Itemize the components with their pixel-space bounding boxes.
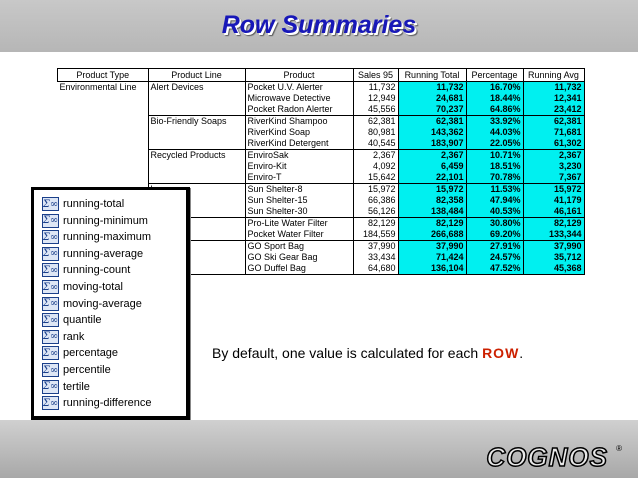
summary-function-icon: Σ∞: [42, 331, 59, 343]
cell-running-avg: 41,179: [523, 195, 584, 206]
cell-product-line: [148, 127, 245, 138]
cell-running-total: 82,358: [398, 195, 466, 206]
summary-function-label: moving-total: [63, 281, 123, 293]
cell-product-line: [148, 161, 245, 172]
title-band: [0, 0, 638, 52]
summary-function-label: running-total: [63, 198, 125, 210]
cell-product: GO Duffel Bag: [245, 263, 353, 275]
summary-functions-popup: [31, 187, 190, 420]
cell-running-avg: 3,230: [523, 161, 584, 172]
summary-function-label: percentile: [63, 364, 111, 376]
cell-percentage: 10.71%: [466, 150, 523, 162]
cell-running-avg: 133,344: [523, 229, 584, 241]
cell-product: Enviro-T: [245, 172, 353, 184]
summary-function-item[interactable]: [42, 229, 151, 245]
cell-product: Sun Shelter-15: [245, 195, 353, 206]
summary-function-icon: Σ∞: [42, 231, 59, 243]
summary-function-label: running-difference: [63, 397, 152, 410]
cell-product: RiverKind Soap: [245, 127, 353, 138]
header-running-avg[interactable]: Running Avg: [523, 69, 584, 82]
cell-percentage: 16.70%: [466, 82, 523, 94]
cell-running-avg: 23,412: [523, 104, 584, 116]
cell-running-total: 143,362: [398, 127, 466, 138]
cell-running-avg: 37,990: [523, 241, 584, 253]
summary-function-item[interactable]: [42, 262, 130, 278]
cell-percentage: 40.53%: [466, 206, 523, 218]
cell-product-line: Recycled Products: [148, 150, 245, 162]
summary-function-icon: Σ∞: [42, 281, 59, 293]
cell-sales-95: 33,434: [353, 252, 398, 263]
cell-product: GO Sport Bag: [245, 241, 353, 253]
header-running-total[interactable]: Running Total: [398, 69, 466, 82]
summary-function-icon: Σ∞: [42, 215, 59, 227]
table-row: [58, 150, 585, 162]
cell-sales-95: 40,545: [353, 138, 398, 150]
cell-running-avg: 46,161: [523, 206, 584, 218]
cell-running-avg: 62,381: [523, 116, 584, 128]
summary-function-item[interactable]: [42, 196, 124, 212]
cell-percentage: 33.92%: [466, 116, 523, 128]
table-row: [58, 138, 585, 150]
summary-function-item[interactable]: [42, 329, 84, 345]
cell-product: RiverKind Detergent: [245, 138, 353, 150]
summary-function-item[interactable]: [42, 345, 118, 361]
cell-product-line: [148, 93, 245, 104]
cell-running-avg: 35,712: [523, 252, 584, 263]
cell-percentage: 22.05%: [466, 138, 523, 150]
cell-sales-95: 66,386: [353, 195, 398, 206]
cell-product-line: [148, 104, 245, 116]
summary-function-item[interactable]: [42, 379, 90, 395]
cell-sales-95: 64,680: [353, 263, 398, 275]
cell-percentage: 18.51%: [466, 161, 523, 172]
summary-function-label: running-minimum: [63, 214, 148, 227]
footer-band: [0, 420, 638, 478]
summary-function-label: tertile: [63, 380, 90, 393]
summary-function-item[interactable]: [42, 362, 111, 378]
cell-percentage: 70.78%: [466, 172, 523, 184]
caption-highlight: ROW: [482, 345, 520, 361]
table-row: [58, 127, 585, 138]
cell-product-type: [58, 161, 149, 172]
cell-running-total: 138,484: [398, 206, 466, 218]
table-header-row: [58, 69, 585, 82]
cell-sales-95: 11,732: [353, 82, 398, 94]
cell-product-line: [148, 172, 245, 184]
cell-product: Microwave Detective: [245, 93, 353, 104]
summary-function-icon: Σ∞: [42, 314, 59, 326]
summary-function-icon: Σ∞: [42, 248, 59, 260]
summary-function-icon: Σ∞: [42, 397, 59, 409]
header-sales-95[interactable]: Sales 95: [353, 69, 398, 82]
cell-product-type: [58, 116, 149, 128]
summary-function-label: running-count: [63, 264, 131, 277]
cell-running-total: 2,367: [398, 150, 466, 162]
summary-function-item[interactable]: [42, 395, 151, 411]
summary-function-icon: Σ∞: [42, 264, 59, 276]
cell-product-type: Environmental Line: [59, 82, 137, 92]
summary-function-label: rank: [63, 330, 85, 343]
summary-function-icon: Σ∞: [42, 198, 59, 210]
cell-running-avg: 2,367: [523, 150, 584, 162]
cell-sales-95: 184,559: [353, 229, 398, 241]
cell-product-type: [58, 150, 149, 162]
cell-percentage: 44.03%: [466, 127, 523, 138]
summary-function-item[interactable]: [42, 296, 142, 312]
cell-running-total: 82,129: [398, 218, 466, 230]
cell-sales-95: 56,126: [353, 206, 398, 218]
summary-function-item[interactable]: [42, 246, 143, 262]
header-product-type[interactable]: Product Type: [58, 69, 149, 82]
summary-function-icon: Σ∞: [42, 298, 59, 310]
cell-product-type: [58, 172, 149, 184]
caption-suffix: .: [519, 345, 524, 361]
cell-percentage: 47.94%: [466, 195, 523, 206]
registered-mark: ®: [616, 444, 622, 453]
cell-product: Pocket Water Filter: [245, 229, 353, 241]
cognos-logo: COGNOS: [486, 442, 608, 472]
cell-product: Sun Shelter-8: [245, 184, 353, 196]
cell-product: Pocket Radon Alerter: [245, 104, 353, 116]
summary-function-icon: Σ∞: [42, 347, 59, 359]
cell-running-total: 37,990: [398, 241, 466, 253]
cell-product-type: [58, 138, 149, 150]
summary-function-label: moving-average: [63, 297, 142, 310]
cell-percentage: 24.57%: [466, 252, 523, 263]
table-row: [58, 82, 585, 94]
table-row: [58, 116, 585, 128]
slide-title: Row Summaries: [221, 11, 417, 39]
cell-running-avg: 12,341: [523, 93, 584, 104]
cell-product: Pocket U.V. Alerter: [245, 82, 353, 94]
cell-running-total: 62,381: [398, 116, 466, 128]
cell-running-avg: 7,367: [523, 172, 584, 184]
cell-running-total: 136,104: [398, 263, 466, 275]
cell-product-type: [58, 127, 149, 138]
cell-product: EnviroSak: [245, 150, 353, 162]
cell-running-total: 11,732: [398, 82, 466, 94]
cell-product-line: Alert Devices: [148, 82, 245, 94]
cell-product-line: Bio-Friendly Soaps: [148, 116, 245, 128]
cell-sales-95: 82,129: [353, 218, 398, 230]
summary-function-item[interactable]: [42, 213, 148, 229]
cell-product: Enviro-Kit: [245, 161, 353, 172]
cell-product-type: [58, 104, 149, 116]
cell-running-total: 22,101: [398, 172, 466, 184]
cell-running-avg: 71,681: [523, 127, 584, 138]
caption: [212, 345, 523, 361]
cell-percentage: 69.20%: [466, 229, 523, 241]
summary-function-item[interactable]: [42, 279, 123, 295]
cell-product-type: [58, 93, 149, 104]
cell-running-avg: 15,972: [523, 184, 584, 196]
cell-product: RiverKind Shampoo: [245, 116, 353, 128]
cell-running-total: 24,681: [398, 93, 466, 104]
cell-sales-95: 2,367: [353, 150, 398, 162]
cell-product-line: [148, 138, 245, 150]
cell-product: Sun Shelter-30: [245, 206, 353, 218]
cell-running-avg: 11,732: [523, 82, 584, 94]
cell-percentage: 11.53%: [466, 184, 523, 196]
header-percentage[interactable]: Percentage: [466, 69, 523, 82]
summary-function-label: running-maximum: [63, 231, 152, 244]
summary-function-label: running-average: [63, 247, 144, 260]
cell-running-total: 70,237: [398, 104, 466, 116]
cell-sales-95: 4,092: [353, 161, 398, 172]
summary-function-label: percentage: [63, 347, 119, 360]
cell-product: GO Ski Gear Bag: [245, 252, 353, 263]
summary-function-item[interactable]: [42, 312, 102, 328]
cell-running-total: 15,972: [398, 184, 466, 196]
cell-running-total: 266,688: [398, 229, 466, 241]
cell-sales-95: 12,949: [353, 93, 398, 104]
cell-running-total: 6,459: [398, 161, 466, 172]
cell-running-avg: 82,129: [523, 218, 584, 230]
cell-percentage: 64.86%: [466, 104, 523, 116]
cell-sales-95: 37,990: [353, 241, 398, 253]
cell-running-avg: 45,368: [523, 263, 584, 275]
cell-product: Pro-Lite Water Filter: [245, 218, 353, 230]
cell-sales-95: 45,556: [353, 104, 398, 116]
cell-running-total: 71,424: [398, 252, 466, 263]
header-product-line[interactable]: Product Line: [148, 69, 245, 82]
cell-sales-95: 15,642: [353, 172, 398, 184]
cell-running-avg: 61,302: [523, 138, 584, 150]
table-row: [58, 104, 585, 116]
table-row: [58, 172, 585, 184]
cell-percentage: 27.91%: [466, 241, 523, 253]
caption-text: By default, one value is calculated for each: [212, 345, 483, 361]
cell-running-total: 183,907: [398, 138, 466, 150]
table-row: [58, 93, 585, 104]
cell-percentage: 18.44%: [466, 93, 523, 104]
summary-function-label: quantile: [63, 314, 102, 327]
cell-percentage: 47.52%: [466, 263, 523, 275]
summary-function-icon: Σ∞: [42, 381, 59, 393]
cell-sales-95: 15,972: [353, 184, 398, 196]
header-product[interactable]: Product: [245, 69, 353, 82]
summary-function-icon: Σ∞: [42, 364, 59, 376]
cell-sales-95: 62,381: [353, 116, 398, 128]
cell-sales-95: 80,981: [353, 127, 398, 138]
cell-percentage: 30.80%: [466, 218, 523, 230]
table-row: [58, 161, 585, 172]
